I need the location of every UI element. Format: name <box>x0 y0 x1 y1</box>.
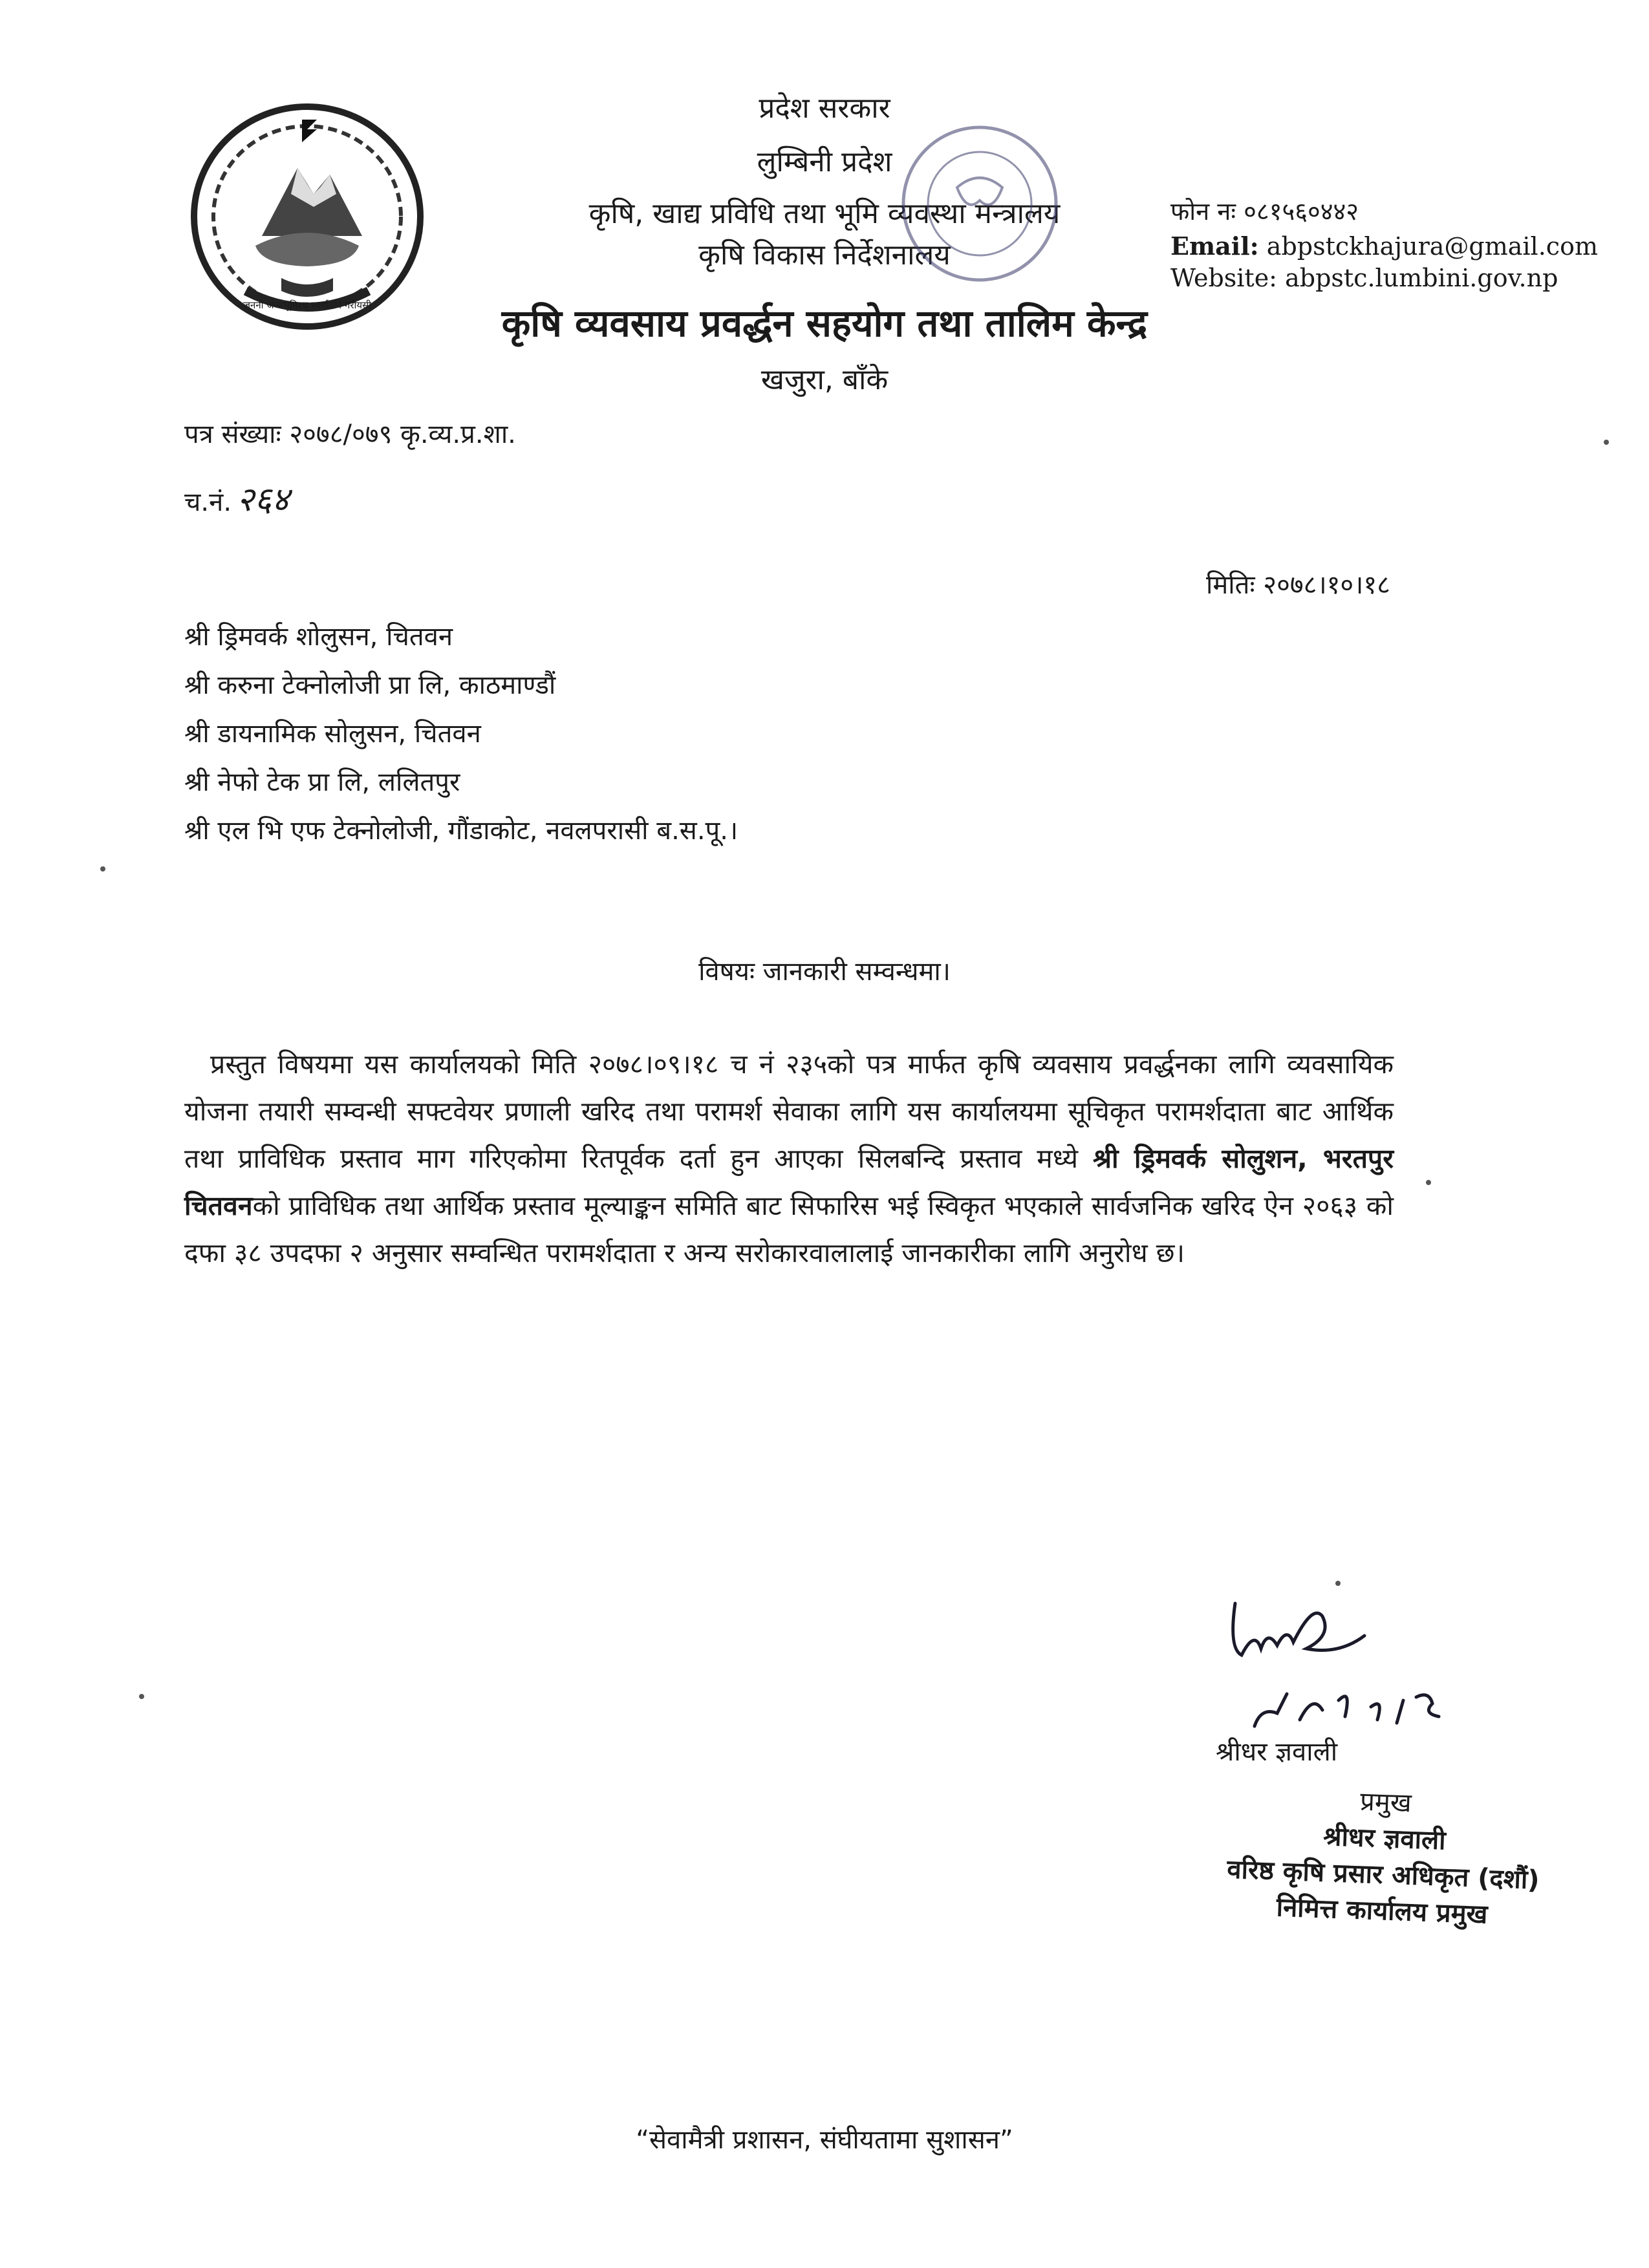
header-location: खजुरा, बाँके <box>760 363 889 396</box>
letter-reference <box>184 415 516 451</box>
header-ministry: कृषि, खाद्य प्रविधि तथा भूमि व्यवस्था मन्त्रालय <box>588 197 1061 230</box>
phone-label: फोन नः <box>1170 197 1236 226</box>
body-highlight-firm: श्री ड्रिमवर्क सोलुशन, भरतपुर चितवन <box>184 1143 1394 1221</box>
received-stamp-icon <box>886 116 1073 291</box>
body-text-part2: को प्राविधिक तथा आर्थिक प्रस्ताव मूल्याङ्कन समिति बाट सिफारिस भई स्विकृत भएकाले सार्वजनिक खरिद ऐन २०६३ को दफा ३८ उपदफा २ अनुसार सम्वन्धित परामर्शदाता र अन्य सरोकारवालालाई जानकारीका लागि अनुरोध छ। <box>184 1190 1394 1268</box>
official-seal-block <box>1200 1778 1567 1935</box>
date-label: मितिः <box>1206 570 1255 600</box>
phone-value: ०८१५६०४४२ <box>1244 197 1359 226</box>
letter-subject <box>0 952 1649 988</box>
scan-speck <box>139 1694 144 1699</box>
seal-title: प्रमुख <box>1359 1786 1412 1819</box>
handwritten-signature-icon <box>1216 1578 1526 1746</box>
scan-speck <box>1335 1581 1341 1586</box>
subject-value: जानकारी सम्वन्धमा। <box>762 957 951 987</box>
ref-value: २०७८/०७९ कृ.व्य.प्र.शा. <box>289 420 516 449</box>
website-label: Website: <box>1170 264 1277 292</box>
body-text-part1: प्रस्तुत विषयमा यस कार्यालयको मिति २०७८।०९।१८ च नं २३५को पत्र मार्फत कृषि व्यवसाय प्रवर्द्धनका लागि व्यवसायिक योजना तयारी सम्वन्धी सफ्टवेयर प्रणाली खरिद तथा परामर्श सेवाका लागि यस कार्यालयमा सूचिकृत परामर्शदाता बाट आर्थिक तथा प्राविधिक प्रस्ताव माग गरिएकोमा रितपूर्वक दर्ता हुन आएका सिलबन्दि प्रस्ताव मध्ये <box>184 1049 1394 1174</box>
contact-phone <box>1170 194 1359 228</box>
seal-role: निमित्त कार्यालय प्रमुख <box>1276 1892 1489 1930</box>
scan-speck <box>1604 440 1609 445</box>
emblem-caption: जननी जन्मभूमिश्च स्वर्गादपि गरीयसी <box>242 299 372 311</box>
ch-value: २६४ <box>237 480 290 519</box>
email-label: Email: <box>1170 231 1259 261</box>
header-directorate: कृषि विकास निर्देशनालय <box>698 239 951 272</box>
subject-label: विषयः <box>698 957 755 987</box>
scan-speck <box>1426 1180 1431 1185</box>
seal-name: श्रीधर ज्ञवाली <box>1322 1821 1447 1856</box>
header-office-name: कृषि व्यवसाय प्रवर्द्धन सहयोग तथा तालिम केन्द्र <box>501 301 1148 345</box>
signer-name: श्रीधर ज्ञवाली <box>1216 1737 1338 1767</box>
recipient-item: श्री ड्रिमवर्क शोलुसन, चितवन <box>184 622 453 652</box>
email-value[interactable]: abpstckhajura@gmail.com <box>1266 232 1598 261</box>
ref-label: पत्र संख्याः <box>184 420 281 449</box>
letter-date <box>1206 566 1390 601</box>
ch-label: च.नं. <box>184 487 232 517</box>
header-province-name: लुम्बिनी प्रदेश <box>757 145 892 178</box>
dispatch-number <box>184 475 289 521</box>
recipient-item: श्री करुना टेक्नोलोजी प्रा लि, काठमाण्डौं <box>184 670 556 700</box>
letter-body <box>184 1041 1394 1277</box>
date-value: २०७८।१०।१८ <box>1263 570 1390 600</box>
contact-website <box>1170 264 1558 292</box>
recipient-item: श्री नेफो टेक प्रा लि, ललितपुर <box>184 767 460 797</box>
footer-motto: “सेवामैत्री प्रशासन, संघीयतामा सुशासन” <box>636 2125 1013 2155</box>
seal-designation: वरिष्ठ कृषि प्रसार अधिकृत (दशौं) <box>1226 1854 1540 1896</box>
recipient-item: श्री एल भि एफ टेक्नोलोजी, गौंडाकोट, नवलपरासी ब.स.पू.। <box>184 816 738 846</box>
header-province-gov: प्रदेश सरकार <box>759 92 890 125</box>
recipient-item: श्री डायनामिक सोलुसन, चितवन <box>184 719 481 749</box>
scan-speck <box>100 866 105 872</box>
contact-email <box>1170 231 1598 261</box>
website-value[interactable]: abpstc.lumbini.gov.np <box>1285 264 1558 292</box>
